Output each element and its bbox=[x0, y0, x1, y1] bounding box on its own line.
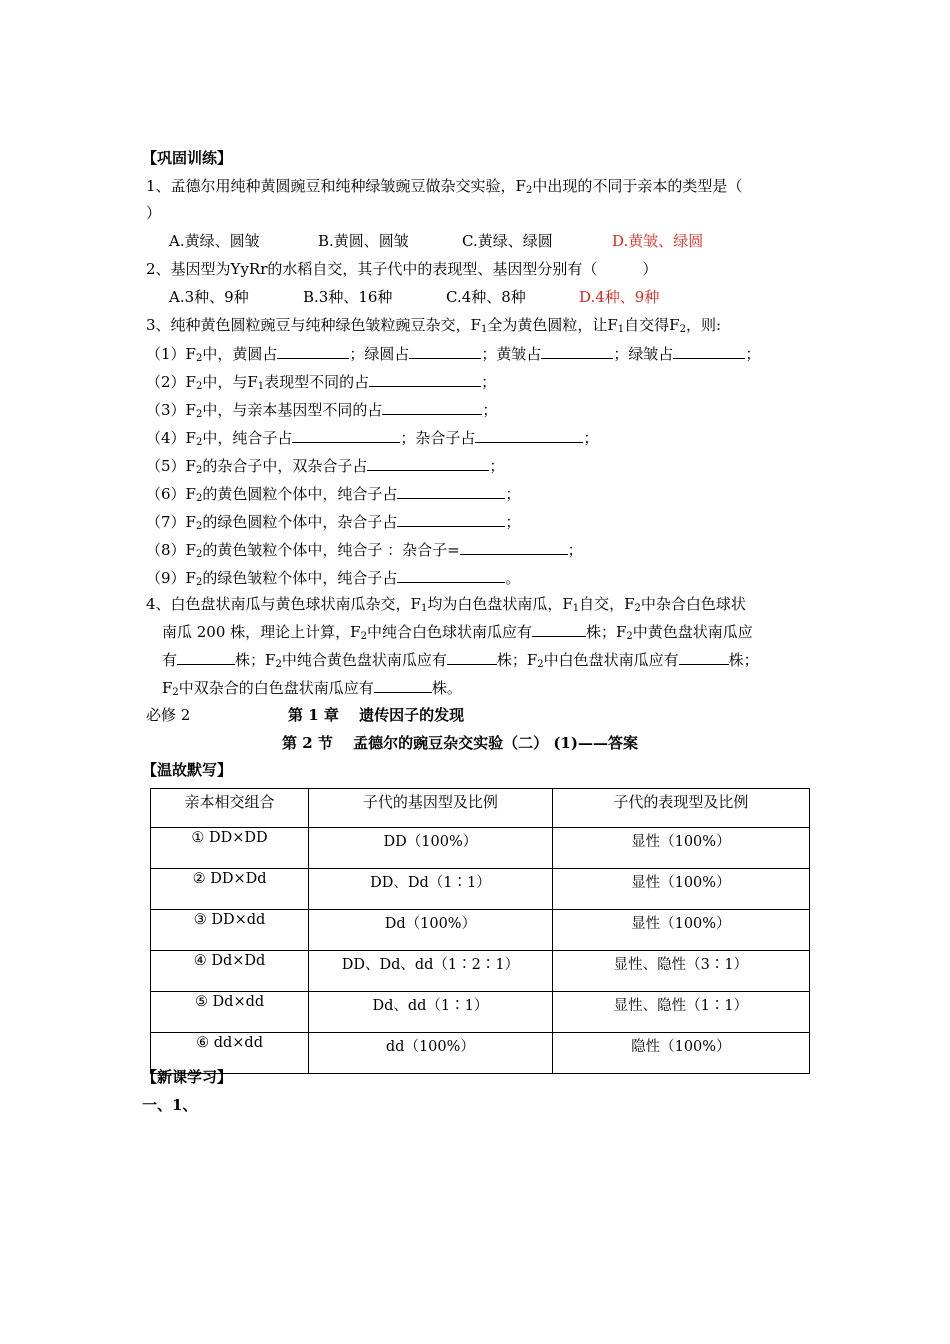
table-row bbox=[151, 951, 810, 992]
answer-blank[interactable] bbox=[447, 649, 497, 665]
table-cell: ③ DD×dd bbox=[151, 910, 309, 951]
q3-item-2: $(2)F_2$中，与$F_1$表现型不同的占 ； bbox=[146, 373, 497, 392]
answer-blank[interactable] bbox=[369, 371, 481, 387]
table-header-cell: 亲本相交组合 bbox=[151, 789, 309, 828]
q3-item-7: $(7)F_2$的绿色圆粒个体中，杂合子占 ； bbox=[146, 513, 521, 532]
table-cell: DD（100%） bbox=[309, 828, 553, 869]
table-cell: Dd、dd（1∶1） bbox=[309, 992, 553, 1033]
section-title-new-lesson: 【新课学习】 bbox=[142, 1068, 233, 1086]
q3-item-1: $(1)F_2$中，黄圆占 ；绿圆占 ；黄皱占 ；绿皱占 ； bbox=[146, 345, 761, 364]
answer-blank[interactable] bbox=[397, 511, 505, 527]
table-row bbox=[151, 992, 810, 1033]
section-title: 第 2 节 孟德尔的豌豆杂交实验（二） (1)——答案 bbox=[282, 734, 638, 752]
table-cell: 显性、隐性（1∶1） bbox=[552, 992, 809, 1033]
table-header-row bbox=[151, 789, 810, 828]
q1-option-a: A.黄绿、圆皱 bbox=[169, 232, 260, 250]
table-row bbox=[151, 828, 810, 869]
q3-item-6: $(6)F_2$的黄色圆粒个体中，纯合子占 ； bbox=[146, 485, 521, 504]
question-2: 2、基因型为YyRr的水稻自交，其子代中的表现型、基因型分别有（ ） bbox=[146, 260, 658, 278]
q3-item-4: $(4)F_2$中，纯合子占 ；杂合子占 ； bbox=[146, 429, 599, 448]
outline-start: 一、1、 bbox=[142, 1096, 198, 1114]
table-cell: dd（100%） bbox=[309, 1033, 553, 1074]
q2-option-c: C.4种、8种 bbox=[446, 288, 526, 306]
table-cell: 隐性（100%） bbox=[552, 1033, 809, 1074]
chapter-title: 第 1 章 遗传因子的发现 bbox=[288, 706, 465, 724]
answer-blank[interactable] bbox=[409, 343, 481, 359]
table-cell: Dd（100%） bbox=[309, 910, 553, 951]
question-4-line-1: 4、白色盘状南瓜与黄色球状南瓜杂交，$F_1$均为白色盘状南瓜，$F_1$自交，$F_2$中杂合白色球状 bbox=[146, 595, 746, 614]
answer-blank[interactable] bbox=[177, 649, 235, 665]
q2-option-d-answer: D.4种、9种 bbox=[579, 288, 660, 306]
q1-option-c: C.黄绿、绿圆 bbox=[462, 232, 553, 250]
answer-blank[interactable] bbox=[475, 427, 583, 443]
answer-blank[interactable] bbox=[673, 343, 745, 359]
table-cell: ⑥ dd×dd bbox=[151, 1033, 309, 1074]
q2-option-b: B.3种、16种 bbox=[303, 288, 393, 306]
question-3: 3、纯种黄色圆粒豌豆与纯种绿色皱粒豌豆杂交，$F_1$全为黄色圆粒，让$F_1$自交得$F_2$，则: bbox=[146, 316, 721, 335]
answer-blank[interactable] bbox=[277, 343, 349, 359]
table-cell: DD、Dd、dd（1∶2∶1） bbox=[309, 951, 553, 992]
book-label: 必修 2 bbox=[146, 706, 191, 724]
question-4-line-2: 南瓜 200 株，理论上计算，$F_2$中纯合白色球状南瓜应有 株；$F_2$中黄色盘状南瓜应 bbox=[162, 623, 753, 642]
answer-blank[interactable] bbox=[541, 343, 613, 359]
answer-blank[interactable] bbox=[679, 649, 729, 665]
question-1-bracket: ） bbox=[146, 204, 162, 222]
table-row bbox=[151, 869, 810, 910]
table-row bbox=[151, 1033, 810, 1074]
section-title-consolidation: 【巩固训练】 bbox=[142, 149, 233, 167]
table-header-cell: 子代的基因型及比例 bbox=[309, 789, 553, 828]
table-header-cell: 子代的表现型及比例 bbox=[552, 789, 809, 828]
q3-item-9: $(9)F_2$的绿色皱粒个体中，纯合子占 。 bbox=[146, 569, 521, 588]
table-cell: ② DD×Dd bbox=[151, 869, 309, 910]
answer-blank[interactable] bbox=[397, 567, 505, 583]
table-cell: ⑤ Dd×dd bbox=[151, 992, 309, 1033]
question-4-line-3: 有 株；$F_2$中纯合黄色盘状南瓜应有 株；$F_2$中白色盘状南瓜应有 株； bbox=[162, 651, 759, 670]
answer-blank[interactable] bbox=[397, 483, 505, 499]
answer-blank[interactable] bbox=[367, 455, 489, 471]
table-cell: 显性（100%） bbox=[552, 910, 809, 951]
q1-option-b: B.黄圆、圆皱 bbox=[318, 232, 409, 250]
q3-item-5: $(5)F_2$的杂合子中，双杂合子占 ； bbox=[146, 457, 505, 476]
table-row bbox=[151, 910, 810, 951]
q3-item-8: $(8)F_2$的黄色皱粒个体中，纯合子 ：杂合子= ； bbox=[146, 541, 583, 560]
table-cell: DD、Dd（1∶1） bbox=[309, 869, 553, 910]
answer-blank[interactable] bbox=[382, 399, 482, 415]
table-cell: 显性（100%） bbox=[552, 869, 809, 910]
table-cell: 显性（100%） bbox=[552, 828, 809, 869]
table-cell: ④ Dd×Dd bbox=[151, 951, 309, 992]
genotype-table bbox=[150, 788, 810, 1074]
answer-blank[interactable] bbox=[460, 539, 568, 555]
table-cell: ① DD×DD bbox=[151, 828, 309, 869]
q3-item-3: $(3)F_2$中，与亲本基因型不同的占 ； bbox=[146, 401, 498, 420]
answer-blank[interactable] bbox=[374, 677, 432, 693]
table-cell: 显性、隐性（3∶1） bbox=[552, 951, 809, 992]
question-4-line-4: $F_2$中双杂合的白色盘状南瓜应有 株。 bbox=[162, 679, 462, 698]
answer-blank[interactable] bbox=[532, 621, 586, 637]
question-1: 1、孟德尔用纯种黄圆豌豆和纯种绿皱豌豆做杂交实验，$F_2$中出现的不同于亲本的类型是（ bbox=[146, 177, 743, 196]
answer-blank[interactable] bbox=[292, 427, 400, 443]
q2-option-a: A.3种、9种 bbox=[169, 288, 249, 306]
section-title-review: 【温故默写】 bbox=[142, 761, 233, 779]
q1-option-d-answer: D.黄皱、绿圆 bbox=[612, 232, 704, 250]
